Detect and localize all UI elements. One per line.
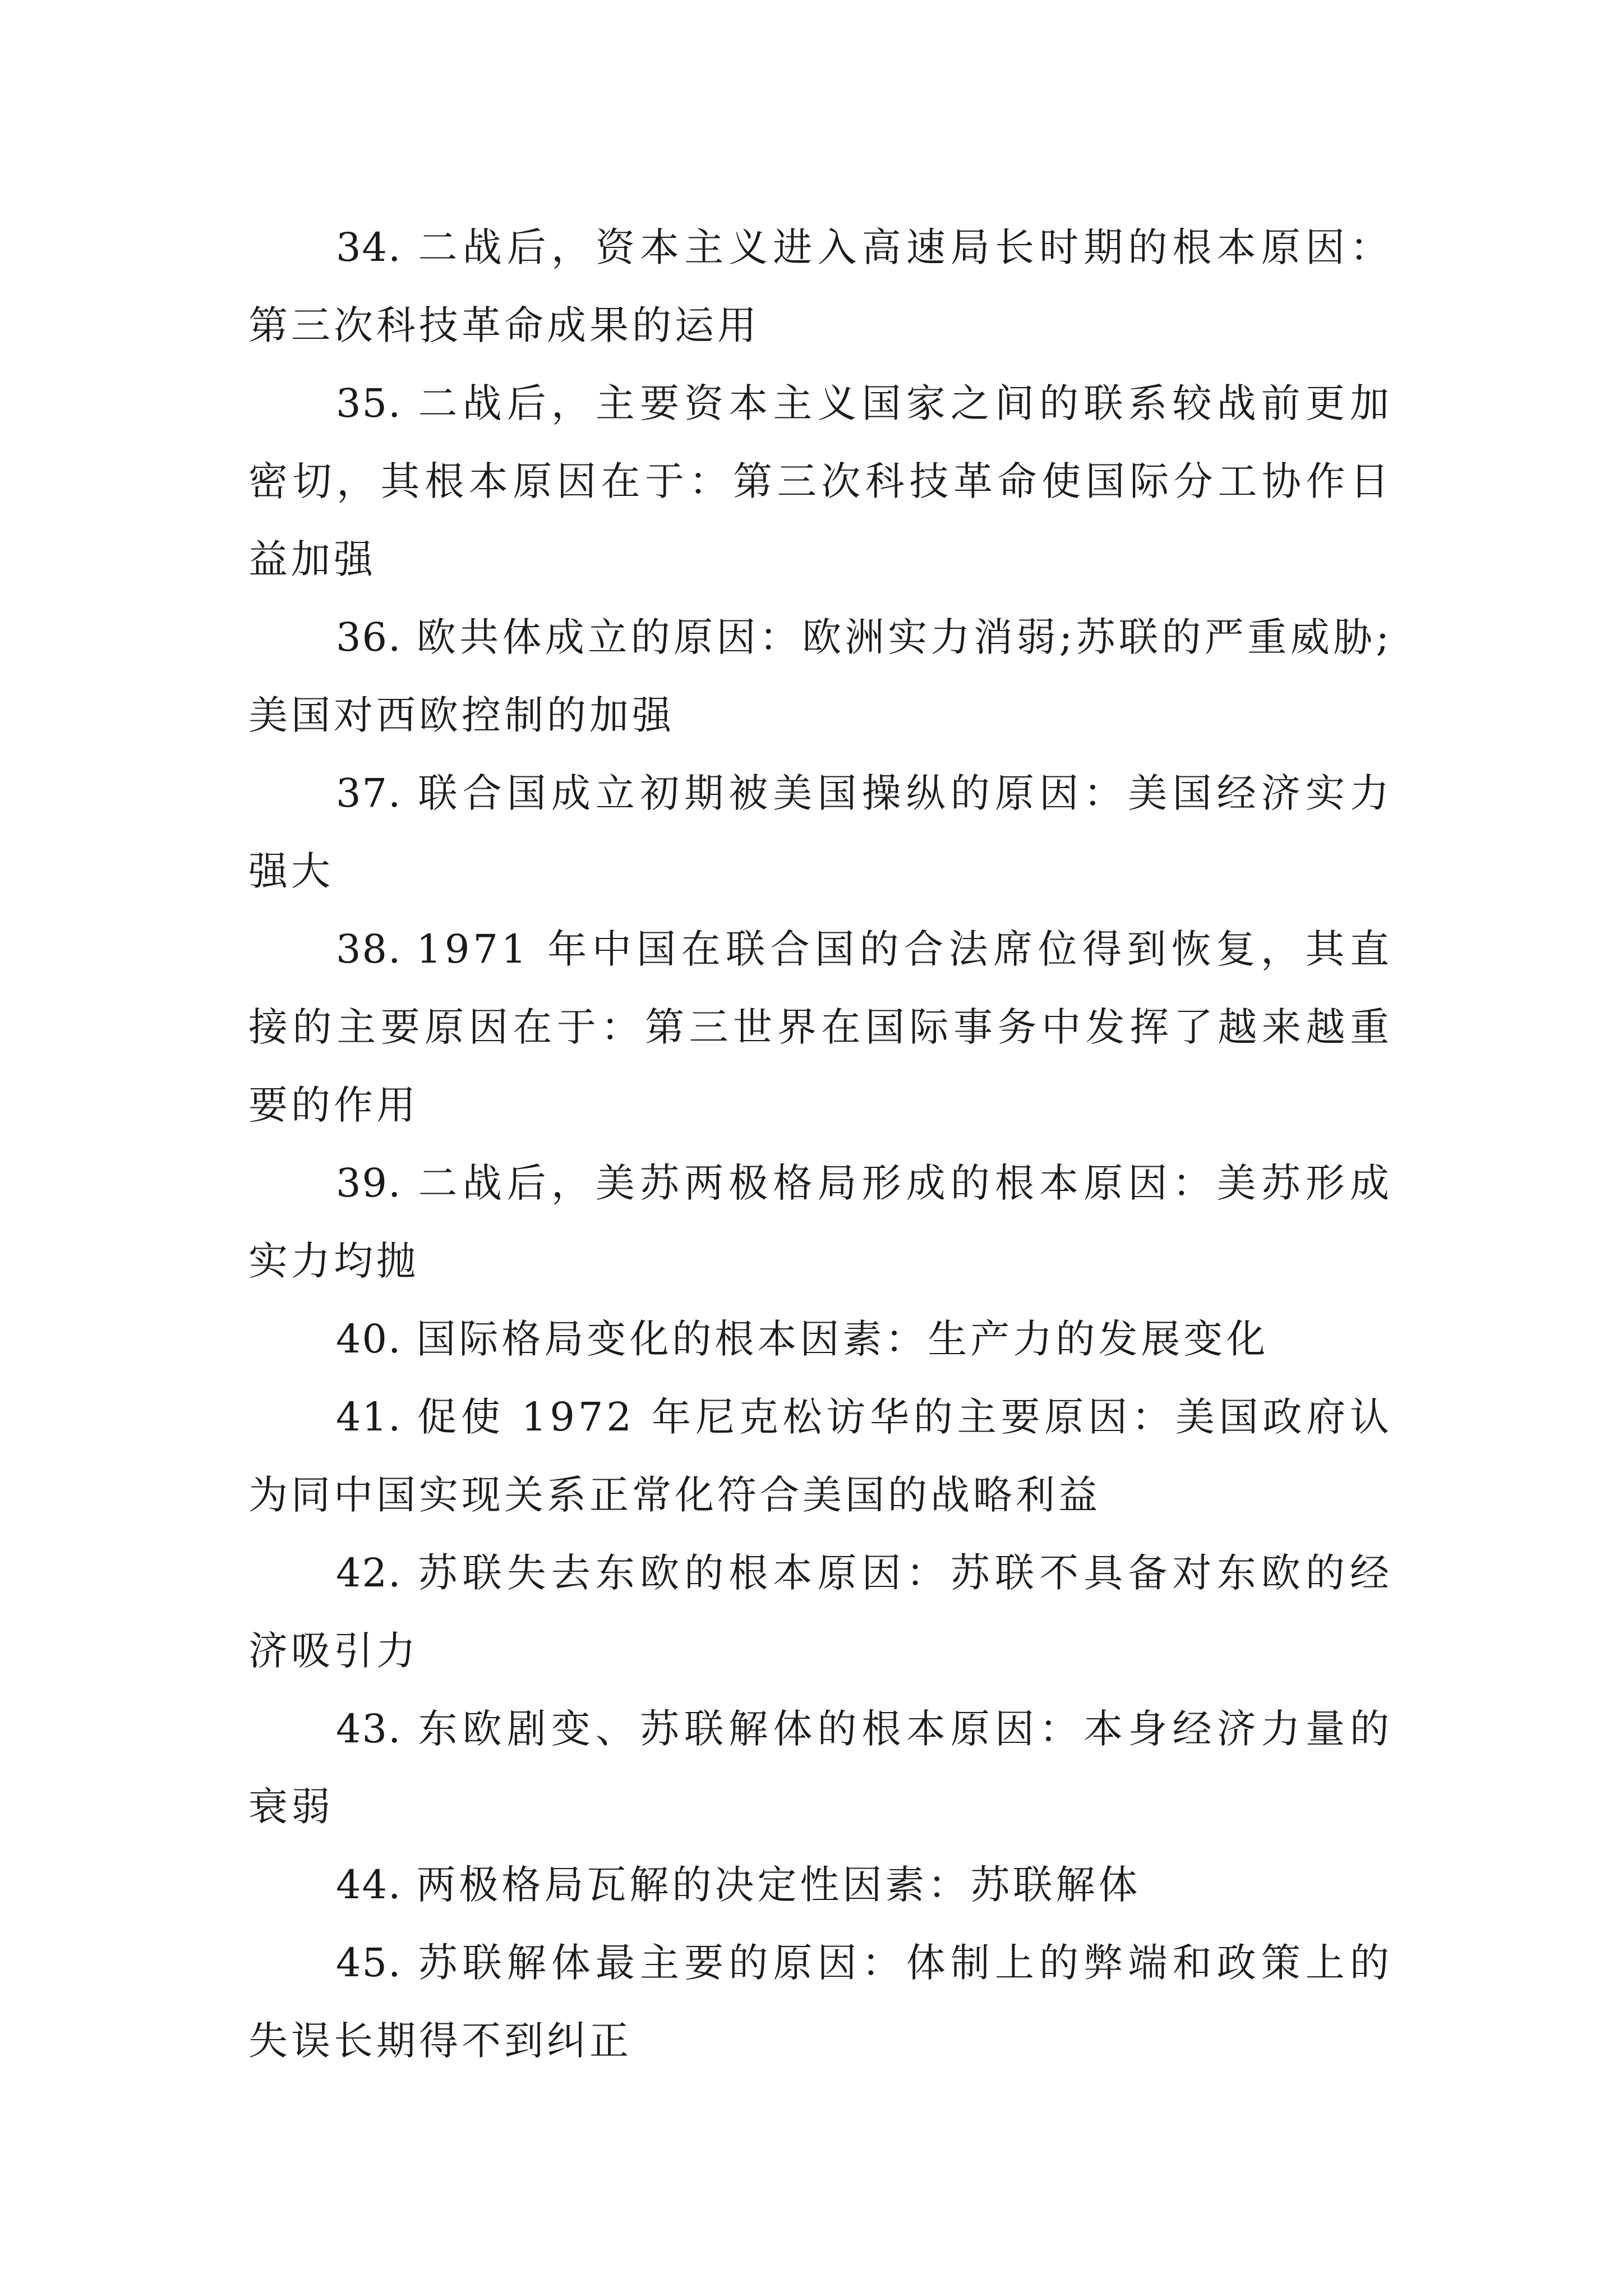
item-text: 二战后，资本主义进入高速局长时期的根本原因：第三次科技革命成果的运用: [248, 224, 1393, 348]
list-item: [248, 754, 1393, 910]
list-item: [248, 1846, 1393, 1924]
item-text: 二战后，美苏两极格局形成的根本原因：美苏形成实力均抛: [248, 1160, 1393, 1284]
item-number: 43.: [336, 1706, 402, 1752]
item-number: 34.: [336, 224, 402, 270]
item-text: 苏联解体最主要的原因：体制上的弊端和政策上的失误长期得不到纠正: [248, 1940, 1393, 2064]
item-text: 国际格局变化的根本因素：生产力的发展变化: [416, 1316, 1269, 1362]
list-item: [248, 1534, 1393, 1690]
list-item: [248, 1378, 1393, 1534]
item-number: 36.: [336, 614, 402, 660]
item-number: 37.: [336, 770, 402, 816]
item-number: 45.: [336, 1940, 402, 1986]
list-item: [248, 209, 1393, 365]
item-number: 41.: [336, 1394, 402, 1440]
item-text: 二战后，主要资本主义国家之间的联系较战前更加密切，其根本原因在于：第三次科技革命使国际分工协作日益加强: [248, 380, 1393, 582]
list-item: [248, 910, 1393, 1144]
item-text: 东欧剧变、苏联解体的根本原因：本身经济力量的衰弱: [248, 1706, 1393, 1830]
item-number: 38.: [336, 926, 402, 972]
list-item: [248, 1144, 1393, 1300]
item-number: 39.: [336, 1160, 402, 1206]
item-number: 42.: [336, 1550, 402, 1596]
list-item: [248, 1924, 1393, 2080]
item-text: 联合国成立初期被美国操纵的原因：美国经济实力强大: [248, 770, 1393, 894]
item-text: 苏联失去东欧的根本原因：苏联不具备对东欧的经济吸引力: [248, 1550, 1393, 1674]
item-number: 44.: [336, 1862, 402, 1908]
document-body: [248, 209, 1393, 2080]
item-text: 1971 年中国在联合国的合法席位得到恢复，其直接的主要原因在于：第三世界在国际事务中发挥了越来越重要的作用: [248, 926, 1393, 1128]
item-number: 35.: [336, 380, 402, 426]
item-text: 欧共体成立的原因：欧洲实力消弱;苏联的严重威胁;美国对西欧控制的加强: [248, 614, 1393, 738]
list-item: [248, 599, 1393, 754]
item-text: 促使 1972 年尼克松访华的主要原因：美国政府认为同中国实现关系正常化符合美国的战略利益: [248, 1394, 1393, 1518]
list-item: [248, 1690, 1393, 1846]
item-text: 两极格局瓦解的决定性因素：苏联解体: [416, 1862, 1141, 1908]
list-item: [248, 1300, 1393, 1378]
list-item: [248, 365, 1393, 599]
item-number: 40.: [336, 1316, 402, 1362]
